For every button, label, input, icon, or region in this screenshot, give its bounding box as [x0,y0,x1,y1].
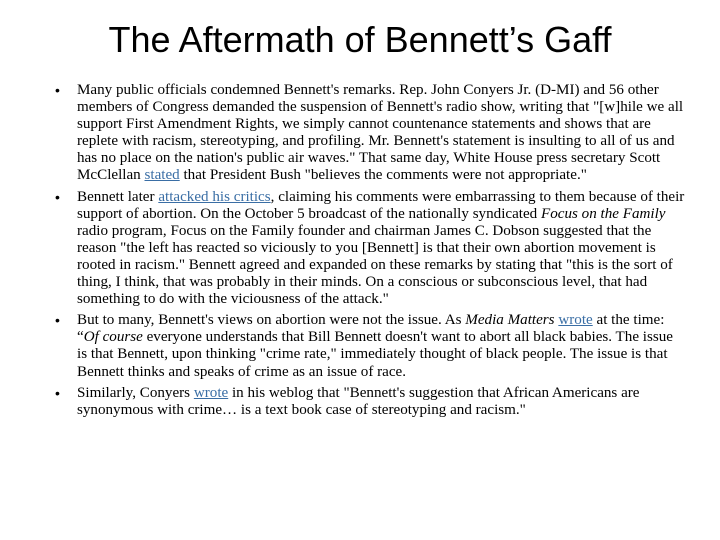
link-wrote-media-matters[interactable]: wrote [558,312,593,329]
bullet-text [77,312,673,379]
text-run: , claiming his comments were embarrassing to them because of their support of abortion. On the October 5 broadcast of the nationally syndicated [77,188,685,222]
text-run: Similarly, Conyers [77,384,194,401]
text-run: But to many, Bennett's views on abortion were not the issue. As [77,312,466,329]
bullet-item [55,189,685,309]
bullet-item [55,312,685,380]
bullet-item [55,385,685,419]
link-attacked-his-critics[interactable]: attacked his critics [158,188,271,205]
link-stated[interactable]: stated [144,167,180,184]
bullet-text [77,189,684,308]
link-wrote-weblog[interactable]: wrote [193,384,229,401]
bullet-list [55,82,685,419]
text-run: Many public officials condemned Bennett's remarks. Rep. John Conyers Jr. (D-MI) and 56 other members of Congress demanded the suspension of Bennett's radio show, writing that "[w]hile we all support First Amendment Rights, we simply cannot countenance statements and shows that are replete with racism, stereotyping, and profiling. Mr. Bennett's statement is insulting to all of us and has no place on the nation's public air waves." That same day, White House press secretary Scott McClellan [77,82,684,184]
bullet-text [77,385,640,418]
italic-run: Focus on the Family [541,205,666,222]
slide-title: The Aftermath of Bennett’s Gaff [108,19,612,60]
italic-run: Media Matters [465,312,555,329]
bullet-text [77,82,683,183]
text-run: everyone understands that Bill Bennett doesn't want to abort all black babies. The issue is that Bennett, upon thinking "crime rate," immediately thought of black people. The issue is that Bennett thinks and speaks of crime as an issue of race. [77,329,673,380]
text-run: Bennett later [77,188,159,205]
bullet-icon: • [55,384,60,401]
text-run: in his weblog that "Bennett's suggestion that African Americans are synonymous with crime… is a text book case of stereotyping and racism." [77,384,640,418]
bullet-icon: • [55,82,60,98]
italic-run: Of course [83,329,143,346]
text-run: radio program, Focus on the Family founder and chairman James C. Dobson suggested that the reason "the left has reacted so viciously to you [Bennett] is that their own abortion movement is rooted in racism." Bennett agreed and expanded on these remarks by stating that "this is the sort of thing, I think, that was probably in their minds. On a conscious or subconscious level, that had something to do with the viciousness of the attack." [77,222,673,308]
bullet-icon: • [55,312,60,329]
bullet-item [55,82,685,185]
text-run: at the time: “ [77,312,665,346]
bullet-icon: • [55,188,60,205]
text-run: that President Bush "believes the comments were not appropriate." [179,167,587,184]
